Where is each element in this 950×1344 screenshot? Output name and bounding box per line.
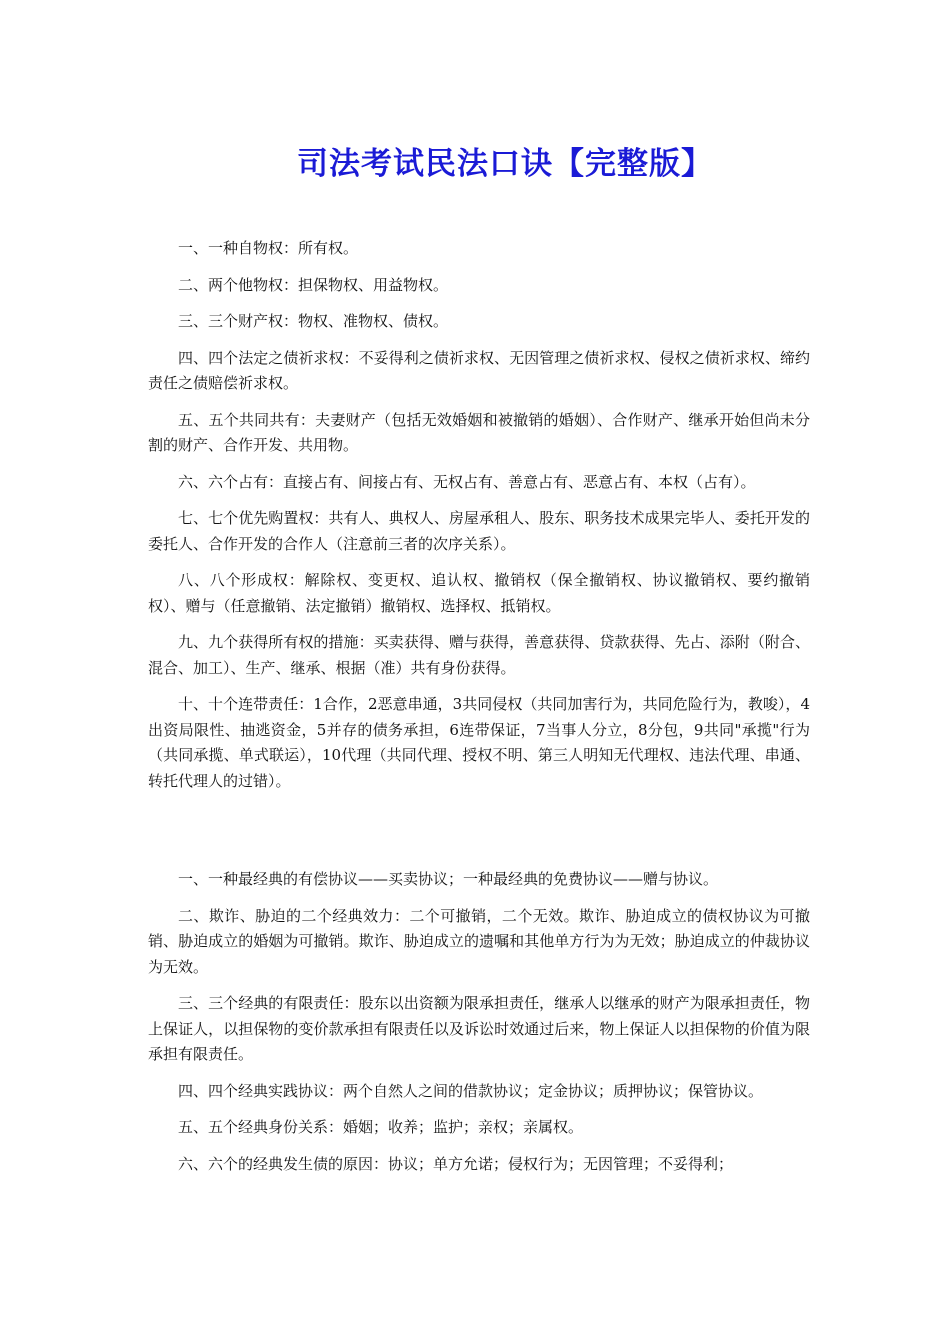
paragraph: 三、三个经典的有限责任：股东以出资额为限承担责任，继承人以继承的财产为限承担责任，物上保证人，以担保物的变价款承担有限责任以及诉讼时效通过后来，物上保证人以担保物的价值为限承担有限责任。	[148, 994, 810, 1063]
paragraph: 四、四个经典实践协议：两个自然人之间的借款协议；定金协议；质押协议；保管协议。	[178, 1081, 764, 1100]
paragraph: 四、四个法定之债祈求权：不妥得利之债祈求权、无因管理之债祈求权、侵权之债祈求权、缔约责任之债赔偿祈求权。	[148, 348, 810, 392]
paragraph: 三、三个财产权：物权、准物权、债权。	[178, 312, 449, 330]
section-two	[148, 867, 810, 1188]
paragraph: 六、六个的经典发生债的原因：协议；单方允诺；侵权行为；无因管理；不妥得利；	[178, 1154, 734, 1173]
paragraph: 五、五个共同共有：夫妻财产（包括无效婚姻和被撤销的婚姻）、合作财产、继承开始但尚未分割的财产、合作开发、共用物。	[148, 410, 810, 454]
document-title: 司法考试民法口诀【完整版】	[297, 146, 713, 182]
paragraph: 七、七个优先购置权：共有人、典权人、房屋承租人、股东、职务技术成果完毕人、委托开发的委托人、合作开发的合作人（注意前三者的次序关系）。	[148, 509, 810, 553]
paragraph: 一、一种最经典的有偿协议——买卖协议；一种最经典的免费协议——赠与协议。	[178, 870, 719, 888]
section-one	[148, 236, 810, 805]
paragraph: 二、两个他物权：担保物权、用益物权。	[178, 275, 449, 294]
paragraph: 二、欺诈、胁迫的二个经典效力：二个可撤销，二个无效。欺诈、胁迫成立的债权协议为可撤销、胁迫成立的婚姻为可撤销。欺诈、胁迫成立的遗嘱和其他单方行为为无效；胁迫成立的仲裁协议为无效。	[148, 906, 810, 976]
paragraph: 一、一种自物权：所有权。	[178, 239, 359, 257]
paragraph: 九、九个获得所有权的措施：买卖获得、赠与获得，善意获得、贷款获得、先占、添附（附合、混合、加工）、生产、继承、根据（准）共有身份获得。	[148, 633, 810, 677]
paragraph: 八、八个形成权：解除权、变更权、追认权、撤销权（保全撤销权、协议撤销权、要约撤销权）、赠与（任意撤销、法定撤销）撤销权、选择权、抵销权。	[148, 571, 810, 615]
paragraph: 十、十个连带责任：1合作，2恶意串通，3共同侵权（共同加害行为，共同危险行为，教唆），4出资局限性、抽逃资金，5并存的债务承担，6连带保证，7当事人分立，8分包，9共同"承揽"行为（共同承揽、单式联运），10代理（共同代理、授权不明、第三人明知无代理权、违法代理、串通、转托代理人的过错）。	[148, 695, 810, 790]
paragraph: 五、五个经典身份关系：婚姻；收养；监护；亲权；亲属权。	[178, 1118, 584, 1136]
paragraph: 六、六个占有：直接占有、间接占有、无权占有、善意占有、恶意占有、本权（占有）。	[178, 472, 756, 491]
